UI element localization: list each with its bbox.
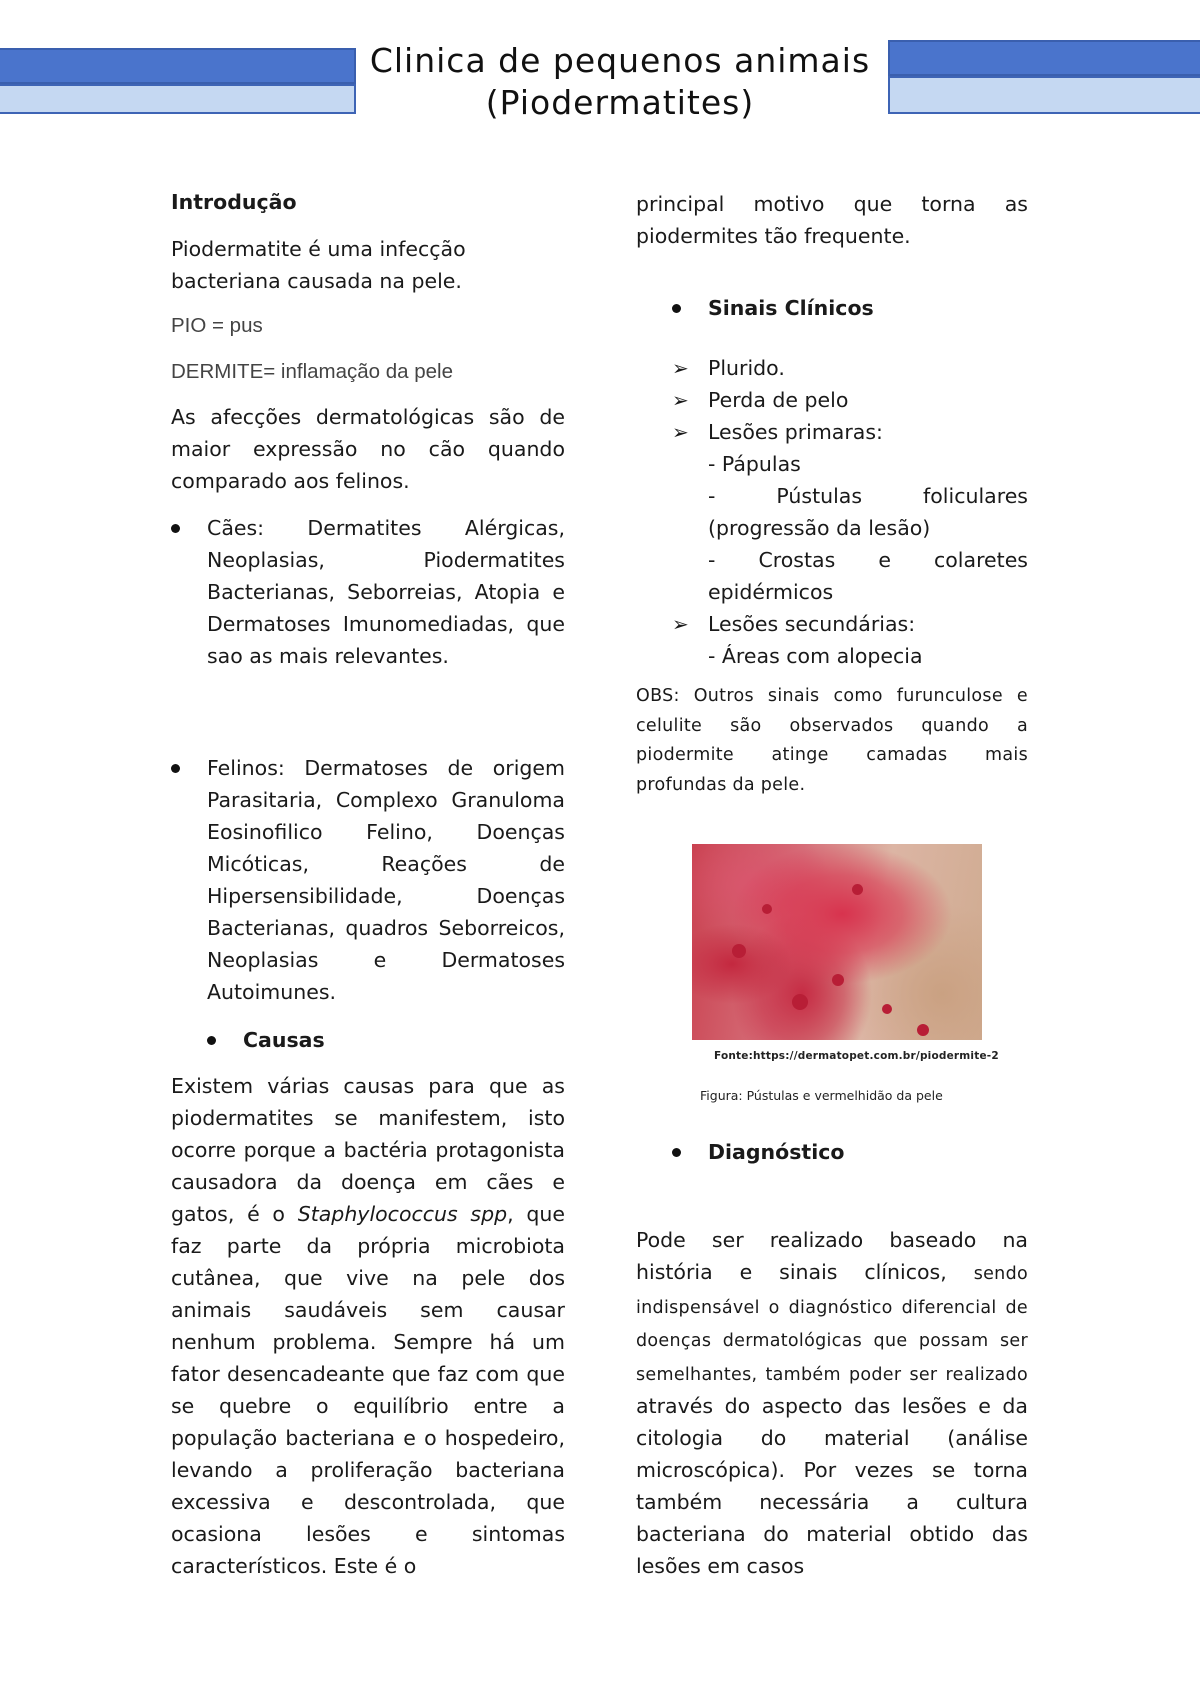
causas-heading: Causas: [207, 1024, 565, 1056]
sinal-item-perda: [672, 384, 1028, 416]
arrow-icon: ➢: [672, 420, 689, 444]
sinal-label: Lesões primaras:: [708, 420, 883, 444]
sinais-heading: Sinais Clínicos: [672, 292, 1028, 324]
page-title-line1: Clinica de pequenos animais: [369, 41, 871, 80]
causas-text-b: , que faz parte da própria microbiota cutânea, que vive na pele dos animais saudáveis sem causar nenhum problema. Sempre há um fator desencadeante que faz com que se quebre o equilíbrio entre a população bacteriana e o hospedeiro, levando a proliferação bacteriana excessiva e descontrolada, que ocasiona lesões e sintomas característicos. Este é o: [171, 1202, 565, 1578]
afeccoes-paragraph: As afecções dermatológicas são de maior expressão no cão quando comparado aos felinos.: [171, 405, 565, 493]
pustule-mark: [917, 1024, 929, 1036]
left-column: [171, 186, 565, 1582]
causas-text-a: Existem várias causas para que as piodermatites se manifestem, isto ocorre porque a bactéria protagonista causadora da doença em cães e gatos, é o: [171, 1074, 565, 1226]
diagnostico-paragraph: [636, 1224, 1028, 1582]
diag-text-a: Pode ser realizado baseado na história e sinais clínicos,: [636, 1228, 1028, 1284]
sinal-label: Lesões secundárias:: [708, 612, 916, 636]
pustule-mark: [832, 974, 844, 986]
felinos-list-item: Felinos: Dermatoses de origem Parasitaria, Complexo Granuloma Eosinofilico Felino, Doenças Micóticas, Reações de Hipersensibilidade, Doenças Bacterianas, quadros Seborreicos, Neoplasias e Dermatoses Autoimunes.: [171, 752, 565, 1008]
sinal-sub-pustulas: - Pústulas foliculares (progressão da lesão): [708, 484, 1028, 540]
arrow-icon: ➢: [672, 612, 689, 636]
causas-paragraph: [171, 1070, 565, 1582]
sinal-label: Plurido.: [708, 356, 785, 380]
sinal-sub-crostas: - Crostas e colaretes epidérmicos: [708, 548, 1028, 604]
skin-lesion-photo: [692, 844, 982, 1040]
diagnostico-section: [636, 1136, 1028, 1582]
caes-list-item: Cães: Dermatites Alérgicas, Neoplasias, Piodermatites Bacterianas, Seborreias, Atopia e Dermatoses Imunomediadas, que sao as mais relevantes.: [171, 512, 565, 672]
diagnostico-heading: Diagnóstico: [672, 1136, 1028, 1168]
sinal-item-secundarias: [672, 608, 1028, 640]
bacteria-name: Staphylococcus spp: [297, 1202, 508, 1226]
pio-definition: PIO = pus: [171, 314, 263, 337]
arrow-icon: ➢: [672, 356, 689, 380]
continued-paragraph: principal motivo que torna as piodermites tão frequente.: [636, 192, 1028, 248]
intro-paragraph: Piodermatite é uma infecção bacteriana causada na pele.: [171, 237, 466, 293]
intro-heading: Introdução: [171, 190, 297, 214]
right-column: [636, 188, 1028, 800]
pustule-mark: [852, 884, 863, 895]
pustule-mark: [792, 994, 808, 1010]
diag-text-b: sendo indispensável o diagnóstico diferencial de doenças dermatológicas que possam ser semelhantes, também poder ser realizado: [636, 1264, 1028, 1385]
image-source-caption: Fonte:https://dermatopet.com.br/piodermite-2: [714, 1050, 999, 1062]
dermite-definition: DERMITE= inflamação da pele: [171, 360, 454, 383]
sinal-sub-papulas: - Pápulas: [708, 452, 801, 476]
sinal-item-primarias: [672, 416, 1028, 448]
arrow-icon: ➢: [672, 388, 689, 412]
obs-paragraph: OBS: Outros sinais como furunculose e celulite são observados quando a piodermite atinge camadas mais profundas da pele.: [636, 686, 1028, 795]
pustule-mark: [882, 1004, 892, 1014]
figure-caption: [700, 1088, 943, 1103]
pustule-mark: [732, 944, 746, 958]
sinal-item-plurido: [672, 352, 1028, 384]
figure-caption-text: Figura: Pústulas e vermelhidão da pele: [700, 1088, 943, 1103]
sinal-label: Perda de pelo: [708, 388, 849, 412]
sinal-sub-areas: - Áreas com alopecia: [708, 644, 923, 668]
sinais-list: [672, 352, 1028, 672]
page-title: [300, 40, 940, 124]
pustule-mark: [762, 904, 772, 914]
diag-text-c: através do aspecto das lesões e da citologia do material (análise microscópica). Por vezes se torna também necessária a cultura bacteriana do material obtido das lesões em casos: [636, 1394, 1028, 1578]
page-title-line2: (Piodermatites): [485, 83, 755, 122]
